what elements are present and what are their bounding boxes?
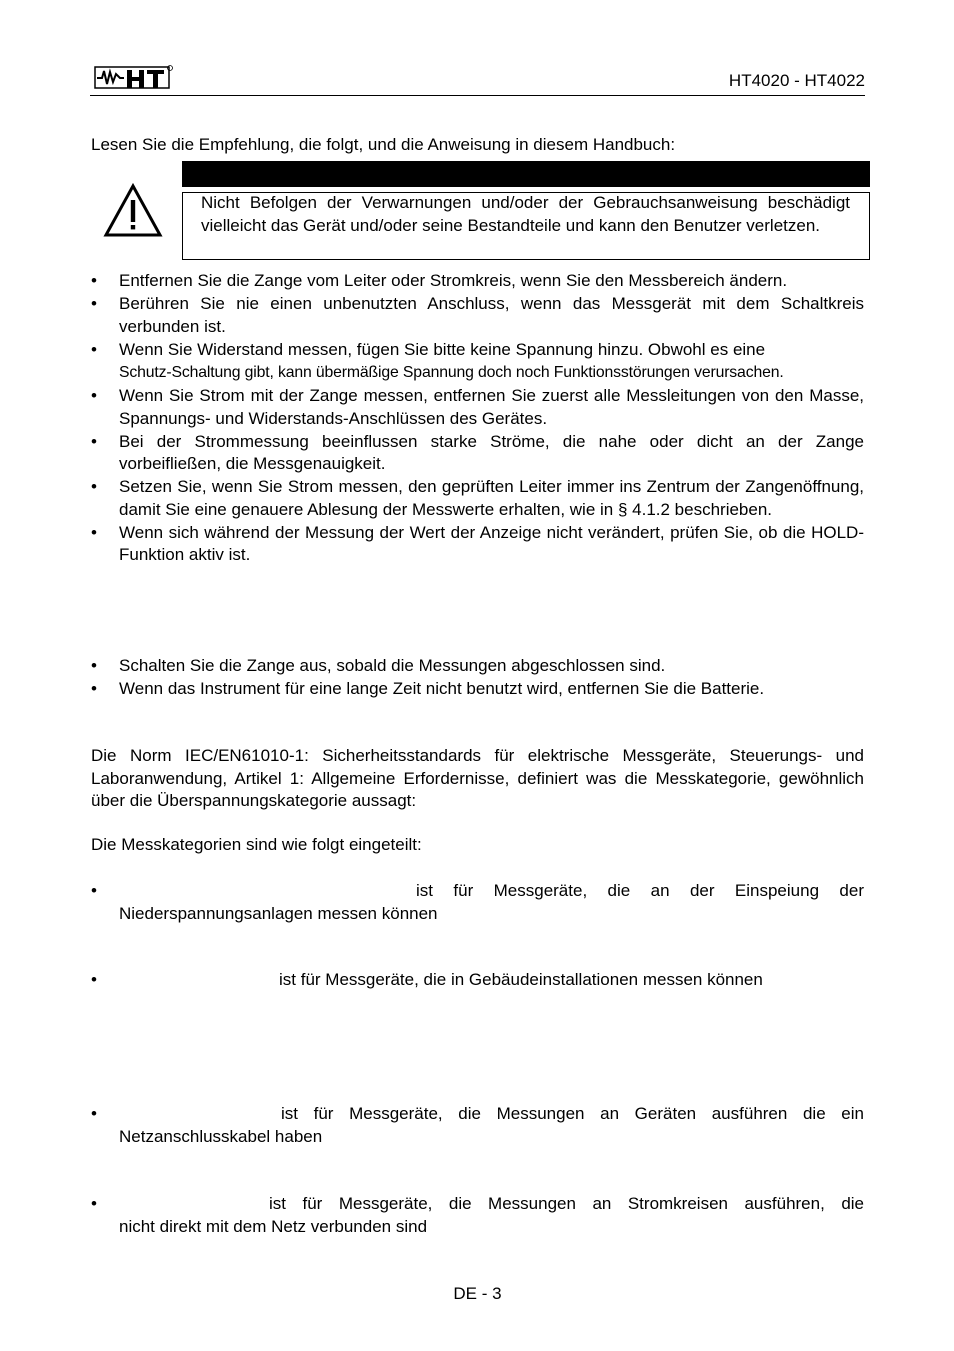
warning-header-bar	[182, 161, 870, 187]
categories-intro: Die Messkategorien sind wie folgt eingeteilt:	[91, 835, 422, 854]
bullet: •	[91, 294, 97, 313]
list-item: • Bei der Strommessung beeinflussen starke Ströme, die nahe oder dicht an der Zange vorbeifließen, die Messgenauigkeit.	[91, 431, 864, 473]
after-use-list	[91, 655, 864, 701]
bullet: •	[91, 656, 97, 675]
norm-paragraph: Die Norm IEC/EN61010-1: Sicherheitsstandards für elektrische Messgeräte, Steuerungs- und Laboranwendung, Artikel 1: Allgemeine Erfordernisse, definiert was die Messkategorie, gewöhnlich über die Überspannungskategorie aussagt:	[91, 746, 864, 810]
bullet: •	[91, 522, 97, 542]
warning-triangle-icon	[103, 183, 163, 239]
warning-text: Nicht Befolgen der Verwarnungen und/oder der Gebrauchsanweisung beschädigt vielleicht das Gerät und/oder seine Bestandteile und kann den Benutzer verletzen.	[201, 193, 850, 235]
bullet: •	[91, 386, 97, 405]
list-item: • Wenn Sie Widerstand messen, fügen Sie bitte keine Spannung hinzu. Obwohl es eine Schutz-Schaltung gibt, kann übermäßige Spannung doch noch Funktionsstörungen verursachen.	[91, 339, 784, 381]
bullet: •	[91, 477, 97, 496]
bullet: •	[91, 1104, 97, 1123]
header-rule	[90, 95, 865, 96]
bullet: •	[91, 339, 97, 359]
list-item: • Schalten Sie die Zange aus, sobald die Messungen abgeschlossen sind.	[91, 655, 864, 678]
bullet: •	[91, 431, 97, 451]
bullet: •	[91, 1194, 97, 1213]
list-item: • Berühren Sie nie einen unbenutzten Anschluss, wenn das Messgerät mit dem Schaltkreis verbunden ist.	[91, 294, 864, 336]
ht-logo	[94, 62, 174, 92]
list-item: • Setzen Sie, wenn Sie Strom messen, den geprüften Leiter immer ins Zentrum der Zangenöffnung, damit Sie eine genauere Ablesung der Messwerte erhalten, wie in § 4.1.2 beschrieben.	[91, 477, 864, 519]
list-item: • Wenn das Instrument für eine lange Zeit nicht benutzt wird, entfernen Sie die Batterie.	[91, 678, 864, 701]
precautions-list	[91, 270, 864, 567]
model-number: HT4020 - HT4022	[728, 71, 865, 90]
intro-text: Lesen Sie die Empfehlung, die folgt, und die Anweisung in diesem Handbuch:	[91, 135, 676, 154]
bullet: •	[91, 881, 97, 900]
page-number: DE - 3	[453, 1284, 502, 1303]
list-item: • Entfernen Sie die Zange vom Leiter oder Stromkreis, wenn Sie den Messbereich ändern.	[91, 270, 864, 293]
bullet: •	[91, 970, 97, 989]
list-item: • Wenn sich während der Messung der Wert der Anzeige nicht verändert, prüfen Sie, ob die HOLD-Funktion aktiv ist.	[91, 522, 864, 564]
bullet: •	[91, 679, 97, 698]
list-item: • Wenn Sie Strom mit der Zange messen, entfernen Sie zuerst alle Messleitungen von den Masse, Spannungs- und Widerstands-Anschlüssen des Gerätes.	[91, 386, 864, 428]
bullet: •	[91, 271, 97, 290]
